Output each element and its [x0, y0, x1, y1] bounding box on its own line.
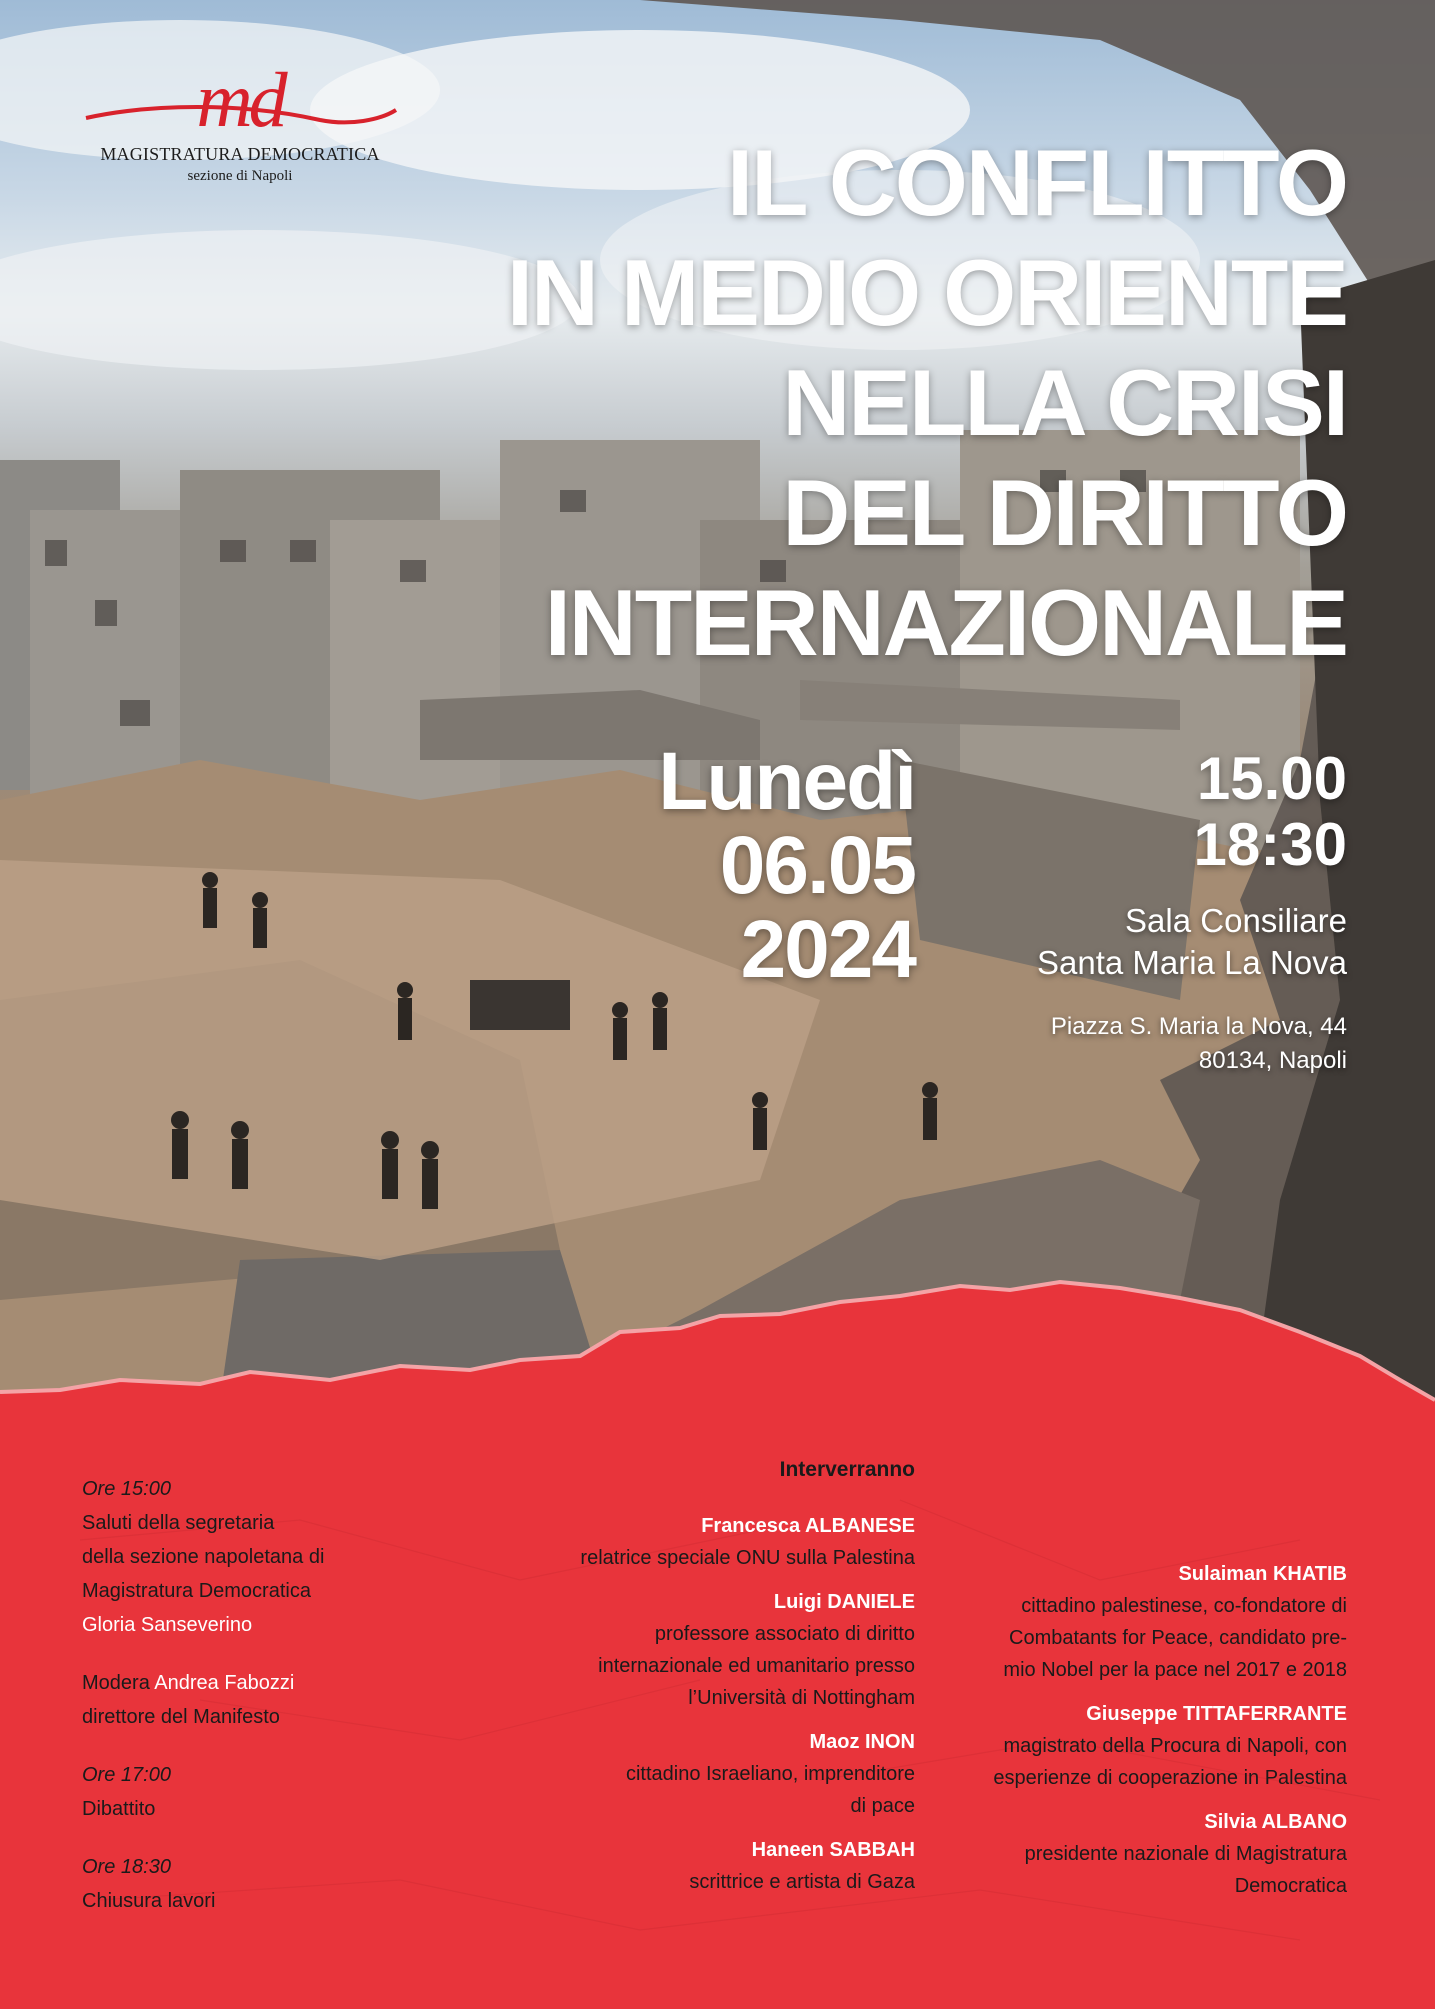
logo-section: sezione di Napoli	[187, 168, 293, 184]
title-line: DEL DIRITTO	[782, 460, 1347, 565]
speaker	[485, 1834, 915, 1898]
title-line: IN MEDIO ORIENTE	[506, 240, 1347, 345]
speaker	[485, 1586, 915, 1714]
speaker-role: esperienze di cooperazione in Palestina	[993, 1767, 1347, 1789]
speaker-role: cittadino palestinese, co-fondatore di	[1021, 1595, 1347, 1617]
speaker	[485, 1510, 915, 1574]
title-line: IL CONFLITTO	[726, 130, 1347, 235]
speaker-name: Silvia ALBANO	[1204, 1811, 1347, 1833]
logo	[80, 60, 400, 185]
speaker-role: professore associato di diritto	[654, 1623, 915, 1645]
venue-line: Santa Maria La Nova	[1036, 944, 1347, 981]
speaker-role: internazionale ed umanitario presso	[598, 1655, 915, 1677]
speaker	[917, 1806, 1347, 1902]
programme-time: Ore 15:00	[82, 1478, 171, 1500]
address-line: Piazza S. Maria la Nova, 44	[1050, 1013, 1347, 1040]
programme-time: Ore 18:30	[82, 1856, 171, 1878]
speaker-role: magistrato della Procura di Napoli, con	[1003, 1735, 1347, 1757]
moderator-name: Andrea Fabozzi	[154, 1672, 295, 1694]
speaker-role: relatrice speciale ONU sulla Palestina	[580, 1547, 915, 1569]
event-day-month: 06.05	[719, 820, 915, 911]
speaker-role: di pace	[850, 1795, 915, 1817]
speaker-role: Combatants for Peace, candidato pre-	[1009, 1627, 1347, 1649]
speaker-name: Luigi DANIELE	[773, 1591, 915, 1613]
programme-debate	[82, 1758, 422, 1826]
speaker-name: Giuseppe TITTAFERRANTE	[1086, 1703, 1347, 1725]
svg-text:md: md	[196, 60, 284, 142]
speaker-name: Francesca ALBANESE	[701, 1515, 915, 1537]
programme-line: Saluti della segretaria	[82, 1512, 275, 1534]
speaker-role: presidente nazionale di Magistratura	[1024, 1843, 1347, 1865]
address	[1051, 1010, 1347, 1078]
programme-person: Gloria Sanseverino	[82, 1614, 253, 1636]
address-line: 80134, Napoli	[1198, 1047, 1347, 1074]
programme-line: Magistratura Democratica	[82, 1580, 311, 1602]
speaker-name: Maoz INON	[809, 1731, 915, 1753]
programme-closing	[82, 1850, 422, 1918]
speaker	[485, 1726, 915, 1822]
end-time: 18:30	[1193, 811, 1347, 878]
moderator-prefix: Modera	[82, 1672, 150, 1694]
speaker-name: Haneen SABBAH	[751, 1839, 915, 1861]
event-day: Lunedì	[658, 736, 915, 827]
programme-label: Dibattito	[82, 1798, 156, 1820]
event-year: 2024	[740, 904, 915, 995]
venue	[1037, 900, 1347, 984]
speaker-name: Sulaiman KHATIB	[1178, 1563, 1347, 1585]
speaker-role: Democratica	[1234, 1875, 1347, 1897]
speaker-role: cittadino Israeliano, imprenditore	[625, 1763, 915, 1785]
speaker	[917, 1558, 1347, 1686]
speaker-role: scrittrice e artista di Gaza	[689, 1871, 915, 1893]
programme-time: Ore 17:00	[82, 1764, 171, 1786]
page-title	[507, 128, 1347, 678]
speaker-role: mio Nobel per la pace nel 2017 e 2018	[1003, 1659, 1347, 1681]
programme	[82, 1472, 422, 1942]
logo-name: MAGISTRATURA DEMOCRATICA	[100, 144, 380, 164]
md-logo-mark	[80, 60, 400, 142]
programme-line: della sezione napoletana di	[82, 1546, 325, 1568]
speaker	[917, 1698, 1347, 1794]
venue-line: Sala Consiliare	[1125, 902, 1347, 939]
event-date	[658, 736, 915, 995]
programme-moderator	[82, 1666, 422, 1734]
title-line: INTERNAZIONALE	[544, 570, 1347, 675]
programme-greetings	[82, 1472, 422, 1642]
start-time: 15.00	[1196, 745, 1347, 812]
speakers-heading: Interverranno	[779, 1458, 915, 1481]
speakers-left	[485, 1454, 915, 1910]
moderator-role: direttore del Manifesto	[82, 1706, 280, 1728]
programme-label: Chiusura lavori	[82, 1890, 216, 1912]
speakers-right	[917, 1558, 1347, 1914]
speaker-role: l’Università di Nottingham	[688, 1687, 915, 1709]
title-line: NELLA CRISI	[782, 350, 1347, 455]
event-times	[1194, 746, 1347, 878]
